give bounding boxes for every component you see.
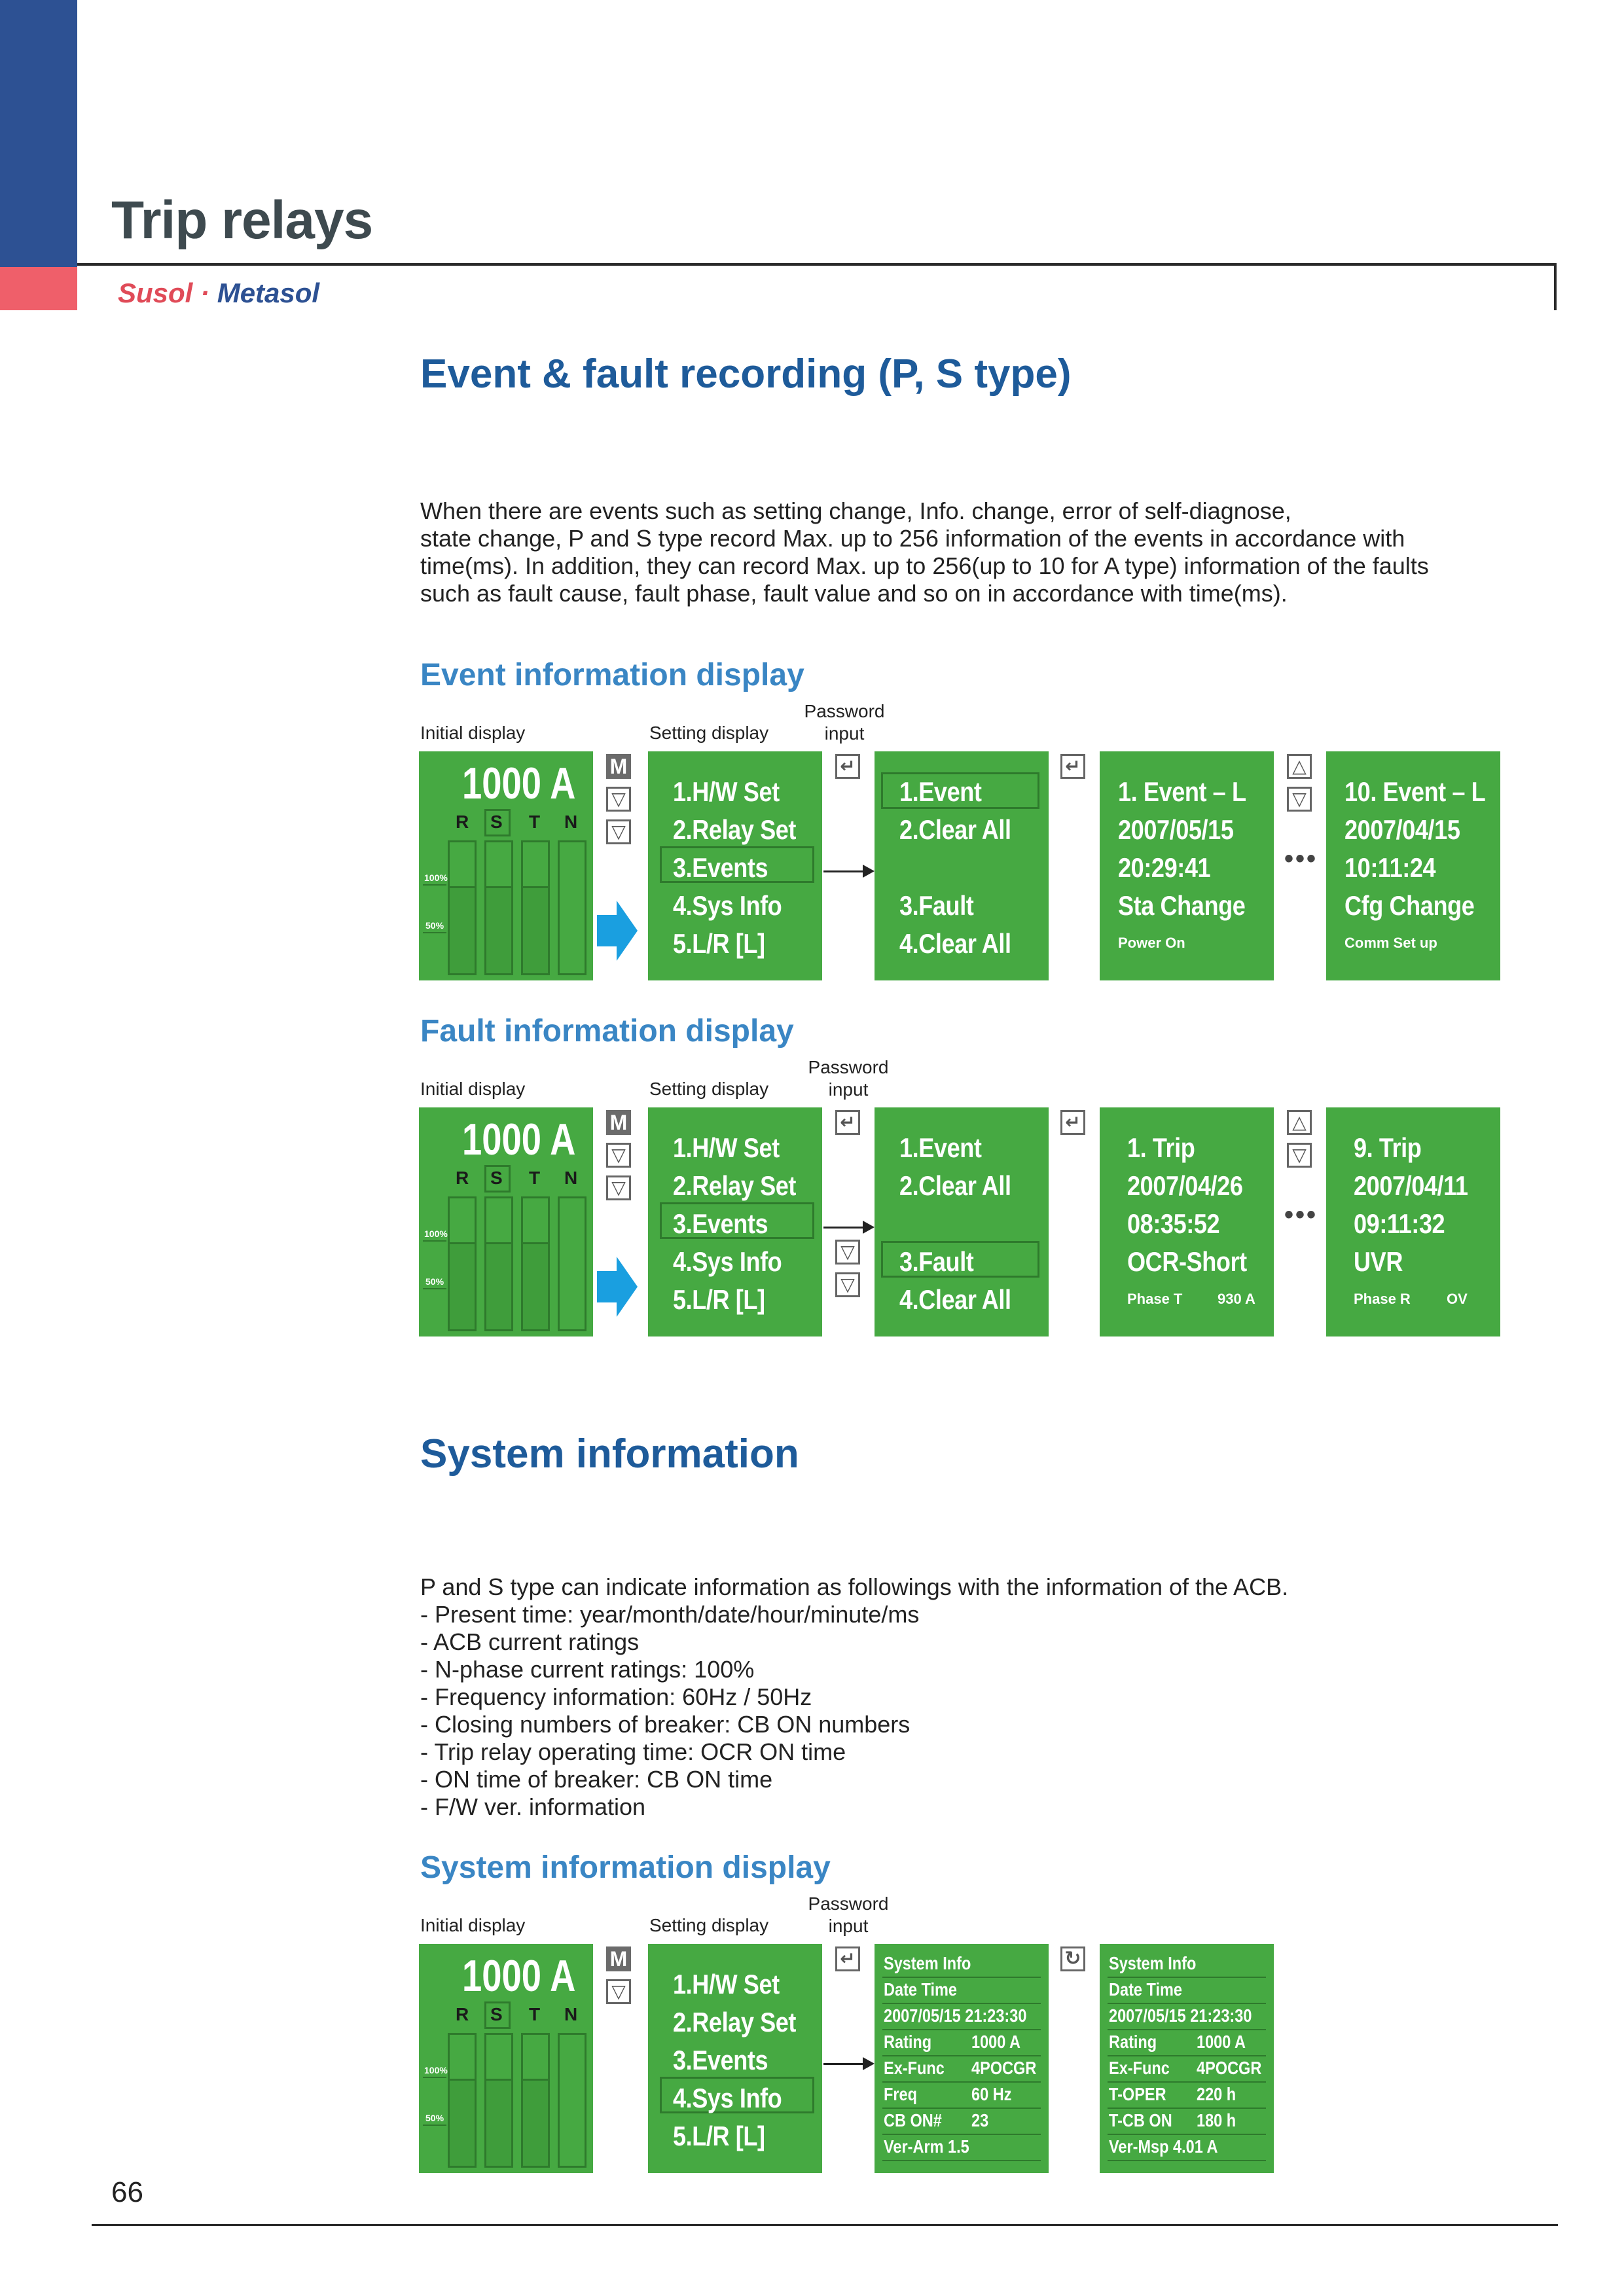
side-accent-blue	[0, 0, 77, 267]
enter-key[interactable]: ↵	[835, 1110, 860, 1135]
section-title-system-info: System information	[420, 1431, 799, 1477]
menu-item-relay-set: 2.Relay Set	[673, 814, 797, 845]
setting-menu-lcd-fault: 1.H/W Set 2.Relay Set 3.Events 4.Sys Info 5.L/R [L]	[648, 1107, 822, 1336]
phase-r-label: R	[456, 812, 469, 832]
pct-100-label: 100%	[424, 872, 448, 883]
fault-display-heading: Fault information display	[420, 1014, 794, 1049]
menu-item-sys-info: 4.Sys Info	[673, 890, 782, 921]
header-rule	[77, 263, 1557, 266]
setting-menu-lcd-event	[648, 751, 822, 980]
initial-lcd-system: 1000 A R S T N 100% 50%	[419, 1944, 593, 2173]
phase-t-label: T	[529, 812, 541, 832]
event-record-last-lcd: 10. Event – L 2007/04/15 10:11:24 Cfg Change Comm Set up	[1326, 751, 1500, 980]
initial-lcd-event	[419, 751, 593, 980]
ellipsis: •••	[1284, 1200, 1318, 1229]
refresh-key[interactable]: ↻	[1060, 1946, 1085, 1971]
menu-item-event: 1.Event	[899, 776, 982, 807]
down-key[interactable]: ▽	[835, 1240, 860, 1265]
down-key[interactable]: ▽	[606, 787, 631, 812]
mode-key[interactable]: M	[606, 1110, 631, 1135]
event-record-first-lcd: 1. Event – L 2007/05/15 20:29:41 Sta Change Power On	[1100, 751, 1274, 980]
mode-key[interactable]: M	[606, 754, 631, 779]
fault-record-last-lcd: 9. Trip 2007/04/11 09:11:32 UVR Phase R OV	[1326, 1107, 1500, 1336]
blue-arrow-icon	[597, 1257, 639, 1317]
menu-item-fault: 3.Fault	[899, 890, 974, 921]
phase-r-level	[448, 886, 477, 975]
enter-key[interactable]: ↵	[835, 1946, 860, 1971]
pct-50-label: 50%	[425, 920, 444, 931]
enter-key[interactable]: ↵	[835, 754, 860, 779]
fault-record-first-lcd: 1. Trip 2007/04/26 08:35:52 OCR-Short Phase T 930 A	[1100, 1107, 1274, 1336]
phase-t-level	[521, 886, 550, 975]
system-info-description: P and S type can indicate information as followings with the information of the ACB. - Present time: year/month/date/hour/minute/ms - ACB current ratings - N-phase current ratings: 100% - Frequency information: 60Hz / 50Hz - Closing numbers of breaker: CB ON numbers - Trip relay operating time: OCR ON time - ON time of breaker: CB ON time - F/W ver. information	[420, 1573, 1289, 1820]
setting-display-label: Setting display	[649, 723, 769, 743]
initial-lcd-fault: 1000 A R S T N 100% 50%	[419, 1107, 593, 1336]
down-key[interactable]: ▽	[835, 1272, 860, 1297]
current-readout: 1000 A	[462, 1951, 576, 2001]
flow-arrow	[823, 1227, 864, 1229]
system-info-lcd-1: System Info Date Time 2007/05/15 21:23:30 Rating 1000 A Ex-Func 4POCGR Freq 60 Hz CB ON# 23 Ver-Arm 1.5	[875, 1944, 1049, 2173]
footer-rule	[92, 2224, 1558, 2226]
system-info-lcd-2: System Info Date Time 2007/05/15 21:23:30 Rating 1000 A Ex-Func 4POCGR T-OPER 220 h T-CB ON 180 h Ver-Msp 4.01 A	[1100, 1944, 1274, 2173]
enter-key[interactable]: ↵	[1060, 754, 1085, 779]
brand-logo: Susol · Metasol	[118, 278, 320, 308]
ellipsis: •••	[1284, 844, 1318, 873]
setting-menu-lcd-system: 1.H/W Set 2.Relay Set 3.Events 4.Sys Info 5.L/R [L]	[648, 1944, 822, 2173]
current-readout: 1000 A	[462, 759, 576, 808]
blue-arrow-icon	[597, 901, 639, 961]
flow-arrow	[823, 870, 864, 872]
down-key[interactable]: ▽	[606, 1979, 631, 2004]
phase-s-label: S	[490, 812, 503, 832]
phase-s-level	[484, 886, 513, 975]
phase-n-bar	[558, 840, 586, 975]
initial-display-label: Initial display	[420, 1915, 526, 1935]
down-key[interactable]: ▽	[1287, 787, 1312, 812]
event-display-heading: Event information display	[420, 658, 804, 692]
header-rule-end	[1554, 263, 1557, 310]
down-key[interactable]: ▽	[1287, 1143, 1312, 1168]
password-input-label: Password input	[808, 1893, 889, 1936]
up-key[interactable]: △	[1287, 1110, 1312, 1135]
down-key[interactable]: ▽	[606, 1143, 631, 1168]
up-key[interactable]: △	[1287, 754, 1312, 779]
side-accent-red	[0, 267, 77, 310]
setting-display-label: Setting display	[649, 1915, 769, 1935]
enter-key[interactable]: ↵	[1060, 1110, 1085, 1135]
events-menu-lcd-fault: 1.Event 2.Clear All 3.Fault 4.Clear All	[875, 1107, 1049, 1336]
flow-arrow	[823, 2063, 864, 2065]
initial-display-label: Initial display	[420, 1079, 526, 1099]
mode-key[interactable]: M	[606, 1946, 631, 1971]
menu-item-clear-all: 4.Clear All	[899, 928, 1011, 959]
system-display-heading: System information display	[420, 1850, 831, 1885]
down-key[interactable]: ▽	[606, 1175, 631, 1200]
down-key[interactable]: ▽	[606, 819, 631, 844]
page-number: 66	[111, 2176, 143, 2208]
menu-item-clear-all: 2.Clear All	[899, 814, 1011, 845]
password-input-label: Password input	[804, 701, 885, 744]
current-readout: 1000 A	[462, 1115, 576, 1164]
document-title: Trip relays	[111, 190, 373, 250]
menu-item-events: 3.Events	[673, 852, 768, 883]
phase-n-label: N	[564, 812, 578, 832]
events-menu-lcd-event	[875, 751, 1049, 980]
menu-item-hw-set: 1.H/W Set	[673, 776, 780, 807]
password-input-label: Password input	[808, 1057, 889, 1100]
initial-display-label: Initial display	[420, 723, 526, 743]
section-title-event-fault: Event & fault recording (P, S type)	[420, 351, 1072, 397]
menu-item-lr: 5.L/R [L]	[673, 928, 765, 959]
event-fault-description: When there are events such as setting change, Info. change, error of self-diagnose, state change, P and S type record Max. up to 256 information of the events in accordance with time(ms). In addition, they can record Max. up to 256(up to 10 for A type) information of the faults such as fault cause, fault phase, fault value and so on in accordance with time(ms).	[420, 497, 1429, 607]
setting-display-label: Setting display	[649, 1079, 769, 1099]
